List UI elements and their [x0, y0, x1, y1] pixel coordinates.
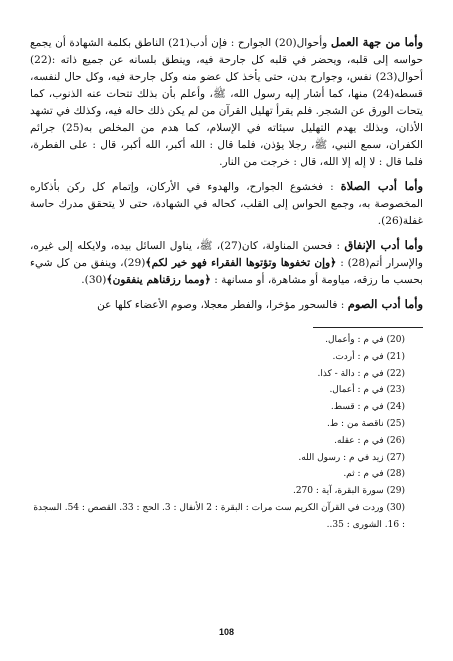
paragraph-text: (30).	[81, 274, 107, 286]
footnote: (25) ناقصة من : ط.	[327, 418, 405, 429]
footnote: (24) في م : قسط.	[330, 402, 405, 413]
footnote: (27) زيد في م : رسول الله.	[298, 452, 405, 463]
section-heading-spending: وأما أدب الإنفاق	[344, 238, 424, 252]
paragraph-fasting-etiquette	[30, 296, 423, 314]
footnote: (28) في م : ثم.	[343, 469, 405, 480]
paragraph-work-etiquette	[30, 34, 423, 171]
paragraph-spending-etiquette	[30, 237, 423, 289]
section-heading-fasting: وأما أدب الصوم	[347, 297, 423, 311]
paragraph-text: : فحسن المناولة، كان(27)، ﷺ، يناول السائل بيده، ولايكله إلى غيره، والإسرار أتم(28) :	[30, 240, 423, 269]
paragraph-text: وأحوال(20) الجوارح : فإن أدب(21) الناطق بكلمة الشهادة أن يجمع حواسه إلى قلبه، ويحضر في قلبه كل جارحة فيه، وينطق بلسانه عن جميع ذاته :(22) أحوال(23) نفس، وجوارح بدن، حتى يأخذ كل عضو منه وكل جارحة فيه، وكل حال لنفسه، قسطه(24) منها، كما أشار إليه رسول الله، ﷺ، وأعلم بأن بذلك تتحات عنه الذنوب، كما يتحات الورق عن الشجر. فلم يقرأ تهليل القرآن من لم يكن ذلك حاله فيه، وكذلك في تشهد الأذان، وبذلك يهدم التهليل سيئاته في الإسلام، كما هدم من المخلص به(25) جرائم الكفران، سمع النبي، ﷺ، رجلا يؤذن، فلما قال : الله أكبر، الله أكبر، قال : على الفطرة، فلما قال : لا إله إلا الله، قال : خرجت من النار.	[30, 37, 423, 168]
paragraph-text: (29)، وينفق من كل شيء بحسب ما رزقه، مياومة أو مشاهرة، أو مسانهة :	[30, 257, 423, 286]
paragraph-text: : فالسحور مؤخرا، والفطر معجلا، وصوم الأعضاء كلها عن	[97, 299, 345, 311]
footnote: (30) وردت في القرآن الكريم ست مرات : البقرة : 2 الأنفال : 3. الحج : 33. القصص : 54. السجدة : 16. الشورى : 35..	[33, 502, 405, 530]
footnotes-list	[30, 332, 423, 534]
page-number: 108	[218, 627, 235, 637]
footnote: (21) في م : أردت.	[332, 351, 405, 362]
paragraph-prayer-etiquette	[30, 178, 423, 230]
quran-verse: ﴿وإن تخفوها وتؤتوها الفقراء فهو خير لكم﴾	[145, 257, 337, 269]
footnote-divider	[313, 327, 423, 328]
section-heading-work: وأما من جهة العمل	[330, 35, 424, 49]
paragraph-text: : فخشوع الجوارح، والهدوء في الأركان، وإتمام كل ركن بأذكاره المخصوصة به، وجمع الحواس إلى القلب، كحاله في الشهادة، حتى لا يتحقق مدرك حاسة غفلة(26).	[30, 181, 423, 227]
footnote: (26) في م : عقله.	[334, 435, 405, 446]
quran-verse: ﴿ومما رزقناهم ينفقون﴾	[106, 274, 211, 286]
footnote: (20) في م : وأعمال.	[325, 335, 405, 345]
footnote: (23) في م : أعمال.	[329, 385, 405, 396]
footnote: (29) سورة البقرة، آية : 270.	[292, 486, 405, 497]
footnote: (22) في م : دالة - كذا.	[317, 368, 405, 379]
section-heading-prayer: وأما أدب الصلاة	[340, 179, 424, 193]
